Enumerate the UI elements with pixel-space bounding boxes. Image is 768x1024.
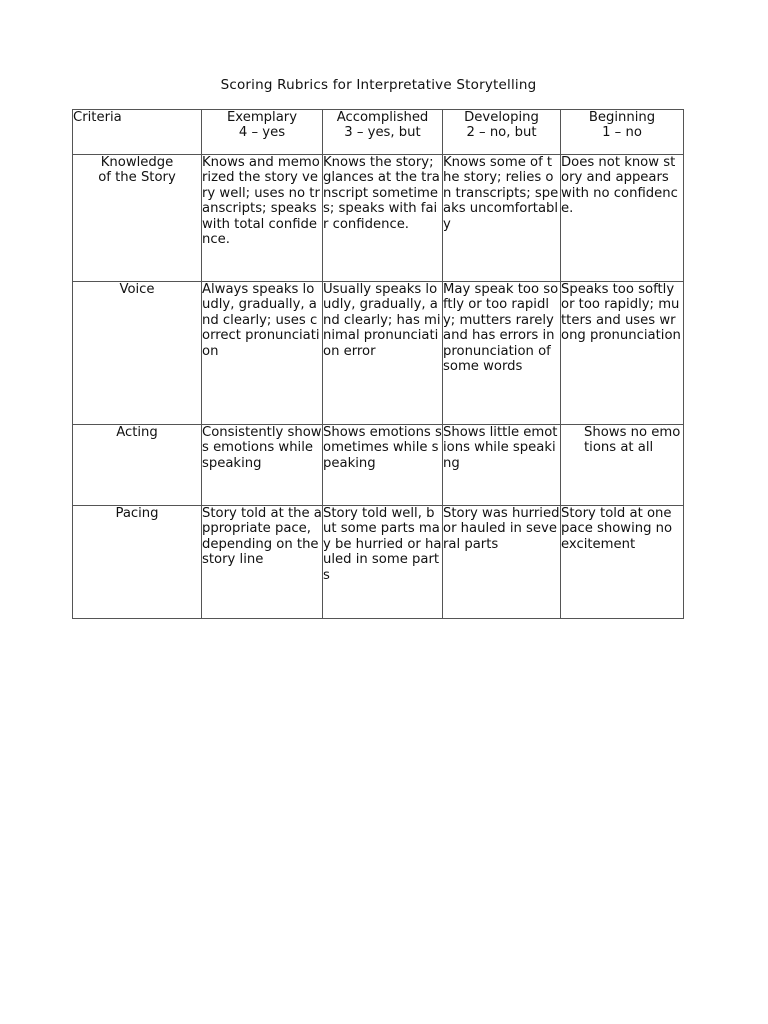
criterion-acting [73, 425, 202, 506]
level-score: 1 – no [602, 125, 642, 141]
criterion-pacing [73, 506, 202, 619]
rubric-cell-beginning: Does not know story and appears with no confidence. [561, 155, 684, 282]
rubric-cell-developing: Knows some of the story; relies on transcripts; speaks uncomfortably [443, 155, 561, 282]
level-score: 4 – yes [238, 125, 286, 141]
criterion-label: Knowledge of the Story [98, 155, 176, 186]
rubric-cell-accomplished: Knows the story; glances at the transcript sometimes; speaks with fair confidence. [323, 155, 443, 282]
rubric-cell-developing: Shows little emotions while speaking [443, 425, 561, 506]
level-header-accomplished [323, 110, 443, 155]
rubric-cell-exemplary: Consistently shows emotions while speaking [202, 425, 323, 506]
criterion-voice [73, 282, 202, 425]
level-score: 3 – yes, but [344, 125, 421, 141]
rubric-cell-beginning: Story told at one pace showing no excitement [561, 506, 684, 619]
rubric-cell-exemplary: Knows and memorized the story very well; uses no transcripts; speaks with total confidence. [202, 155, 323, 282]
rubric-cell-beginning: Shows no emotions at all [561, 425, 684, 506]
criteria-header: Criteria [73, 110, 202, 155]
rubric-cell-accomplished: Story told well, but some parts may be hurried or hauled in some parts [323, 506, 443, 619]
level-name: Accomplished [336, 110, 429, 125]
criterion-knowledge [73, 155, 202, 282]
rubric-cell-exemplary: Always speaks loudly, gradually, and clearly; uses correct pronunciation [202, 282, 323, 425]
rubric-cell-developing: May speak too softly or too rapidly; mutters rarely and has errors in pronunciation of some words [443, 282, 561, 425]
level-header-beginning [561, 110, 684, 155]
level-name: Beginning [588, 110, 656, 125]
header-row [73, 110, 684, 155]
rubric-row-voice [73, 282, 684, 425]
level-name: Exemplary [226, 110, 298, 125]
rubric-row-knowledge [73, 155, 684, 282]
rubric-cell-accomplished: Shows emotions sometimes while speaking [323, 425, 443, 506]
rubric-cell-beginning: Speaks too softly or too rapidly; mutters and uses wrong pronunciation [561, 282, 684, 425]
level-header-exemplary [202, 110, 323, 155]
rubric-row-pacing [73, 506, 684, 619]
rubric-table [72, 109, 684, 619]
rubric-cell-developing: Story was hurried or hauled in several parts [443, 506, 561, 619]
criterion-label: Voice [119, 282, 155, 297]
rubric-cell-exemplary: Story told at the appropriate pace, depending on the story line [202, 506, 323, 619]
level-score: 2 – no, but [466, 125, 537, 141]
document-title: Scoring Rubrics for Interpretative Storytelling [220, 77, 537, 93]
rubric-row-acting [73, 425, 684, 506]
level-name: Developing [464, 110, 539, 125]
criterion-label: Acting [116, 425, 158, 440]
criterion-label: Pacing [115, 506, 159, 521]
rubric-cell-accomplished: Usually speaks loudly, gradually, and clearly; has minimal pronunciation error [323, 282, 443, 425]
level-header-developing [443, 110, 561, 155]
